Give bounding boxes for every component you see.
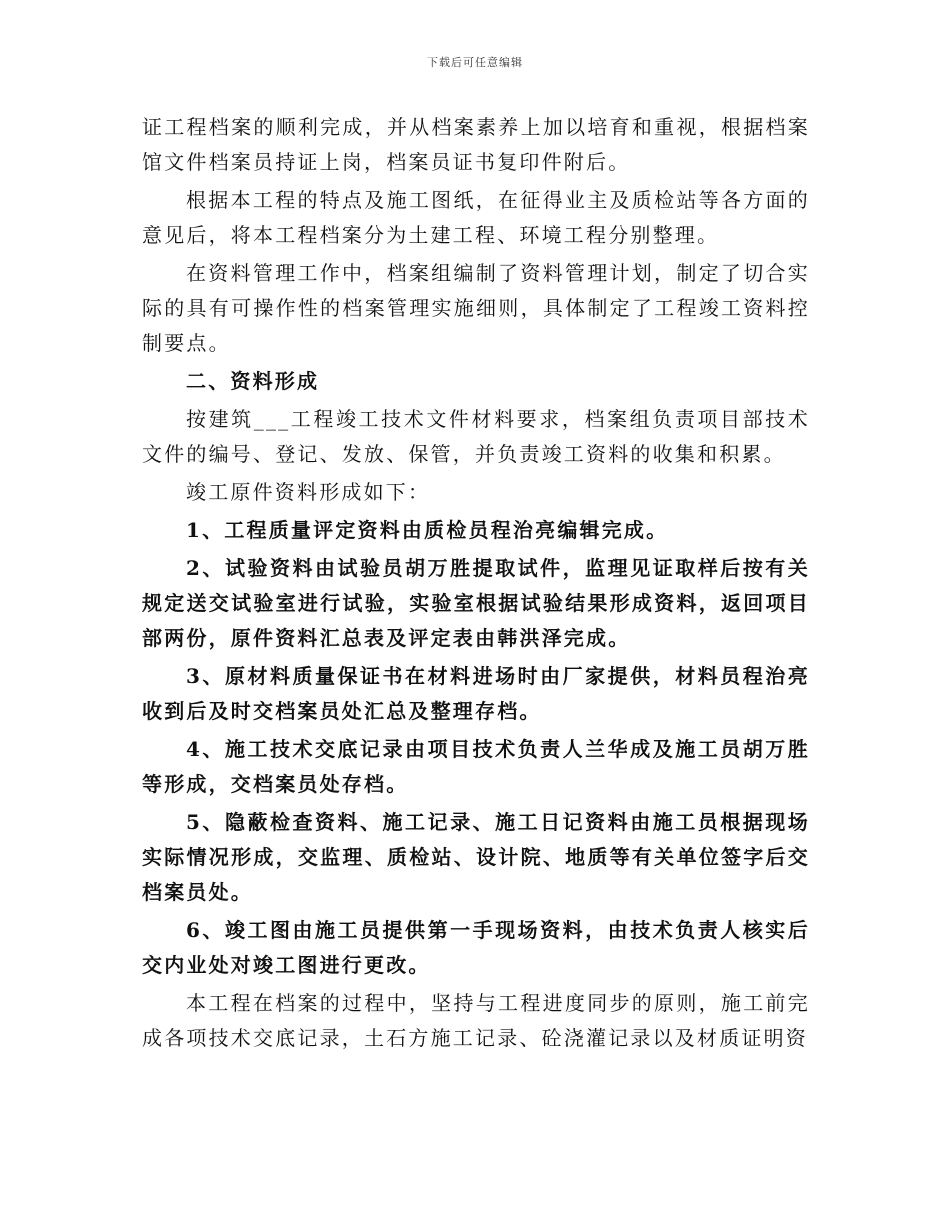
list-item-6: 6、竣工图由施工员提供第一手现场资料，由技术负责人核实后交内业处对竣工图进行更改。 [142,918,810,977]
paragraph-6: 本工程在档案的过程中，坚持与工程进度同步的原则，施工前完成各项技术交底记录，土石方施工记录、砼浇灌记录以及材质证明资 [142,991,810,1050]
page-header: 下载后可任意编辑 [427,56,523,69]
list-item-5: 5、隐蔽检查资料、施工记录、施工日记资料由施工员根据现场实际情况形成，交监理、质检站、设计院、地质等有关单位签字后交档案员处。 [142,810,810,904]
list-item-1: 1、工程质量评定资料由质检员程治亮编辑完成。 [186,518,669,542]
paragraph-3: 在资料管理工作中，档案组编制了资料管理计划，制定了切合实际的具有可操作性的档案管理实施细则，具体制定了工程竣工资料控制要点。 [142,261,810,355]
paragraph-1: 证工程档案的顺利完成，并从档案素养上加以培育和重视，根据档案馆文件档案员持证上岗，档案员证书复印件附后。 [142,115,810,174]
document-body [142,110,810,1059]
list-item-4: 4、施工技术交底记录由项目技术负责人兰华成及施工员胡万胜等形成，交档案员处存档。 [142,737,810,796]
section-heading: 二、资料形成 [186,369,320,393]
list-item-3: 3、原材料质量保证书在材料进场时由厂家提供，材料员程治亮收到后及时交档案员处汇总及整理存档。 [142,664,810,723]
paragraph-2: 根据本工程的特点及施工图纸，在征得业主及质检站等各方面的意见后，将本工程档案分为土建工程、环境工程分别整理。 [142,188,810,247]
list-item-2: 2、试验资料由试验员胡万胜提取试件，监理见证取样后按有关规定送交试验室进行试验，实验室根据试验结果形成资料，返回项目部两份，原件资料汇总表及评定表由韩洪泽完成。 [142,556,810,650]
paragraph-5: 竣工原件资料形成如下： [186,480,431,504]
paragraph-4: 按建筑___工程竣工技术文件材料要求，档案组负责项目部技术文件的编号、登记、发放、保管，并负责竣工资料的收集和积累。 [142,407,810,466]
